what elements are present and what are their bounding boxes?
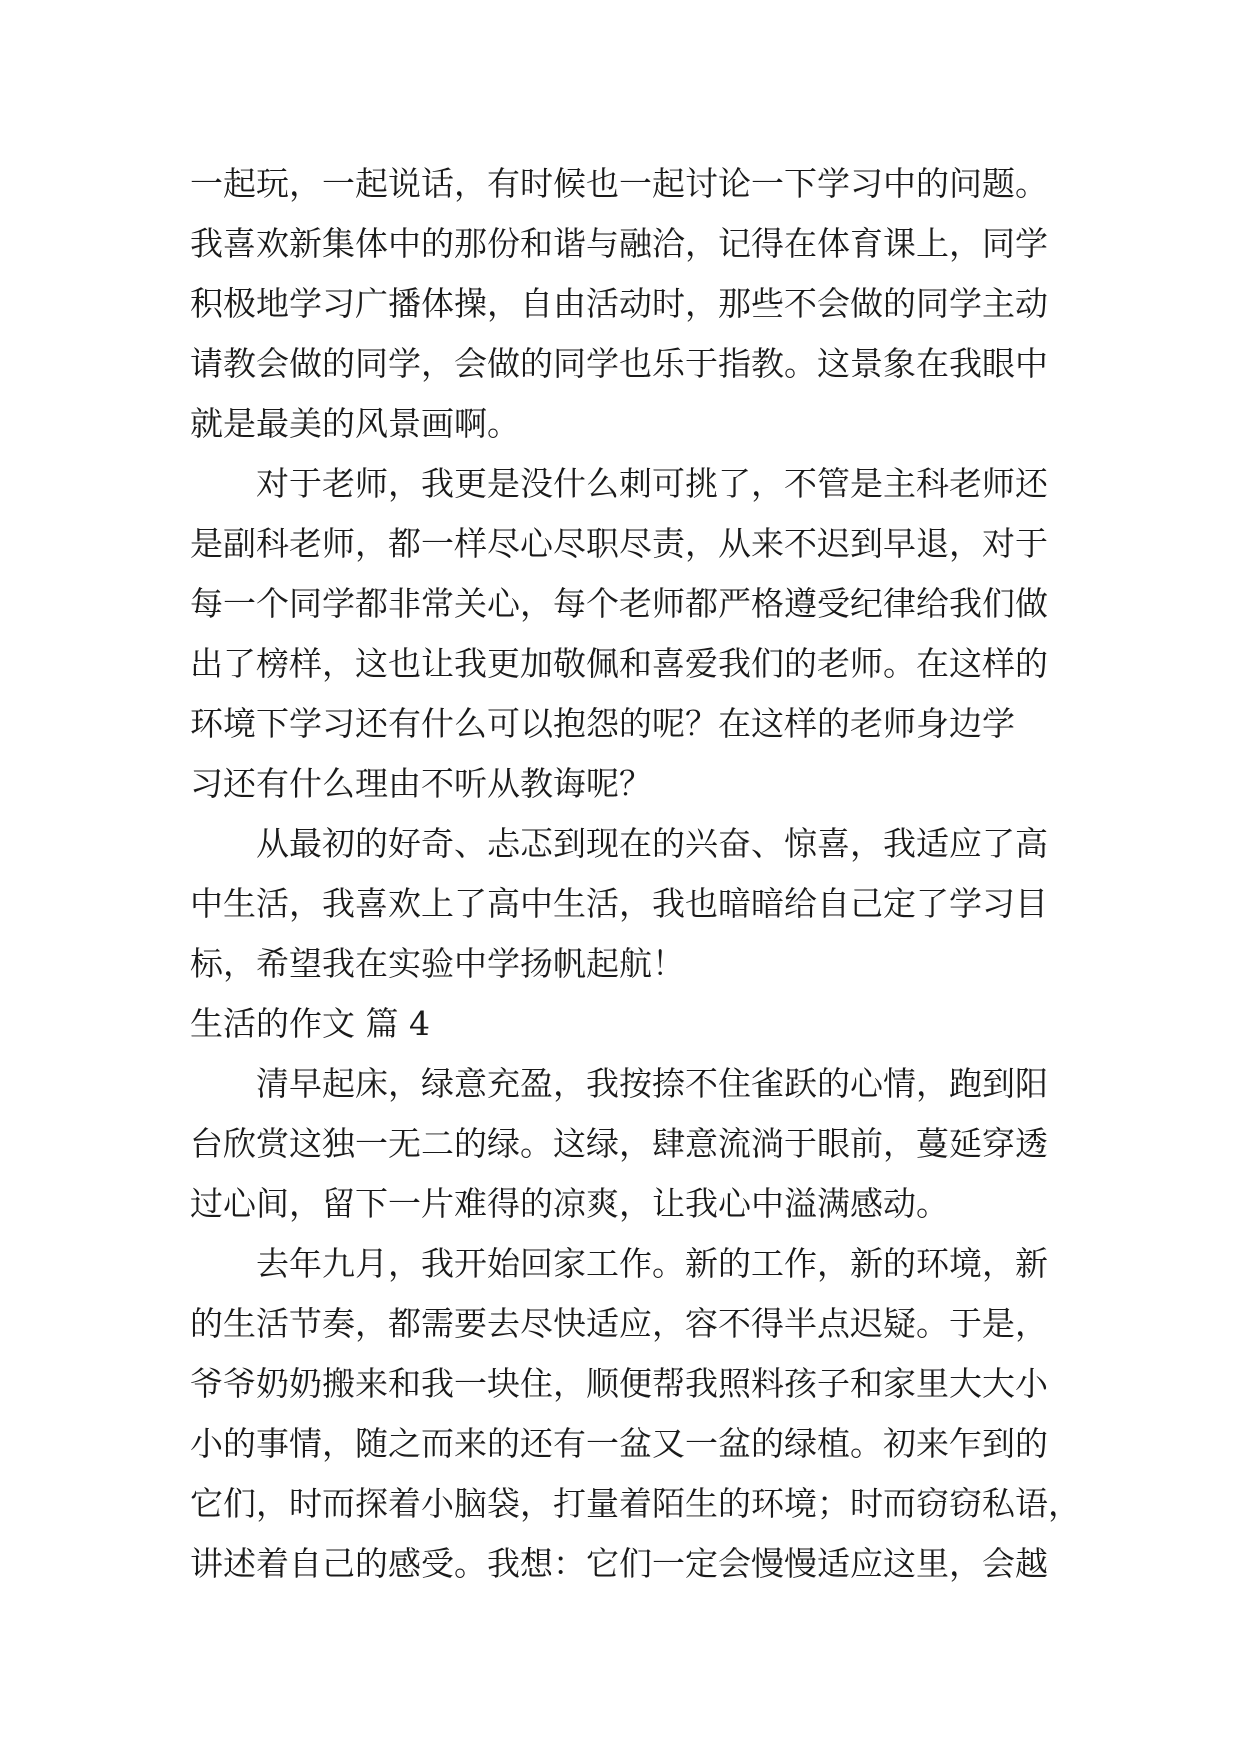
paragraph-first-line: 从最初的好奇、忐忑到现在的兴奋、惊喜，我适应了高 xyxy=(256,824,1048,863)
text-line: 讲述着自己的感受。我想：它们一定会慢慢适应这里，会越 xyxy=(190,1544,1048,1583)
text-line: 每一个同学都非常关心，每个老师都严格遵受纪律给我们做 xyxy=(190,584,1048,623)
document-body xyxy=(190,154,1081,1594)
text-line: 一起玩，一起说话，有时候也一起讨论一下学习中的问题。 xyxy=(190,164,1048,203)
paragraph-first-line: 对于老师，我更是没什么刺可挑了，不管是主科老师还 xyxy=(256,464,1048,503)
paragraph-first-line: 去年九月，我开始回家工作。新的工作，新的环境，新 xyxy=(256,1244,1048,1283)
text-line: 中生活，我喜欢上了高中生活，我也暗暗给自己定了学习目 xyxy=(190,884,1048,923)
text-line: 习还有什么理由不听从教诲呢？ xyxy=(190,764,652,803)
text-line: 积极地学习广播体操，自由活动时，那些不会做的同学主动 xyxy=(190,284,1048,323)
text-line: 台欣赏这独一无二的绿。这绿，肆意流淌于眼前，蔓延穿透 xyxy=(190,1124,1048,1163)
text-line: 出了榜样，这也让我更加敬佩和喜爱我们的老师。在这样的 xyxy=(190,644,1048,683)
text-line: 请教会做的同学，会做的同学也乐于指教。这景象在我眼中 xyxy=(190,344,1048,383)
section-heading: 生活的作文 篇 4 xyxy=(190,1004,430,1043)
paragraph-first-line: 清早起床，绿意充盈，我按捺不住雀跃的心情，跑到阳 xyxy=(256,1064,1048,1103)
text-line: 它们，时而探着小脑袋，打量着陌生的环境；时而窃窃私语， xyxy=(190,1484,1081,1523)
text-line: 过心间，留下一片难得的凉爽，让我心中溢满感动。 xyxy=(190,1184,949,1223)
text-line: 的生活节奏，都需要去尽快适应，容不得半点迟疑。于是， xyxy=(190,1304,1048,1343)
text-line: 我喜欢新集体中的那份和谐与融洽，记得在体育课上，同学 xyxy=(190,224,1048,263)
text-line: 爷爷奶奶搬来和我一块住，顺便帮我照料孩子和家里大大小 xyxy=(190,1364,1048,1403)
text-line: 标，希望我在实验中学扬帆起航！ xyxy=(190,944,685,983)
text-line: 是副科老师，都一样尽心尽职尽责，从来不迟到早退，对于 xyxy=(190,524,1048,563)
text-line: 小的事情，随之而来的还有一盆又一盆的绿植。初来乍到的 xyxy=(190,1424,1048,1463)
text-line: 就是最美的风景画啊。 xyxy=(190,404,520,443)
text-line: 环境下学习还有什么可以抱怨的呢？在这样的老师身边学 xyxy=(190,704,1015,743)
